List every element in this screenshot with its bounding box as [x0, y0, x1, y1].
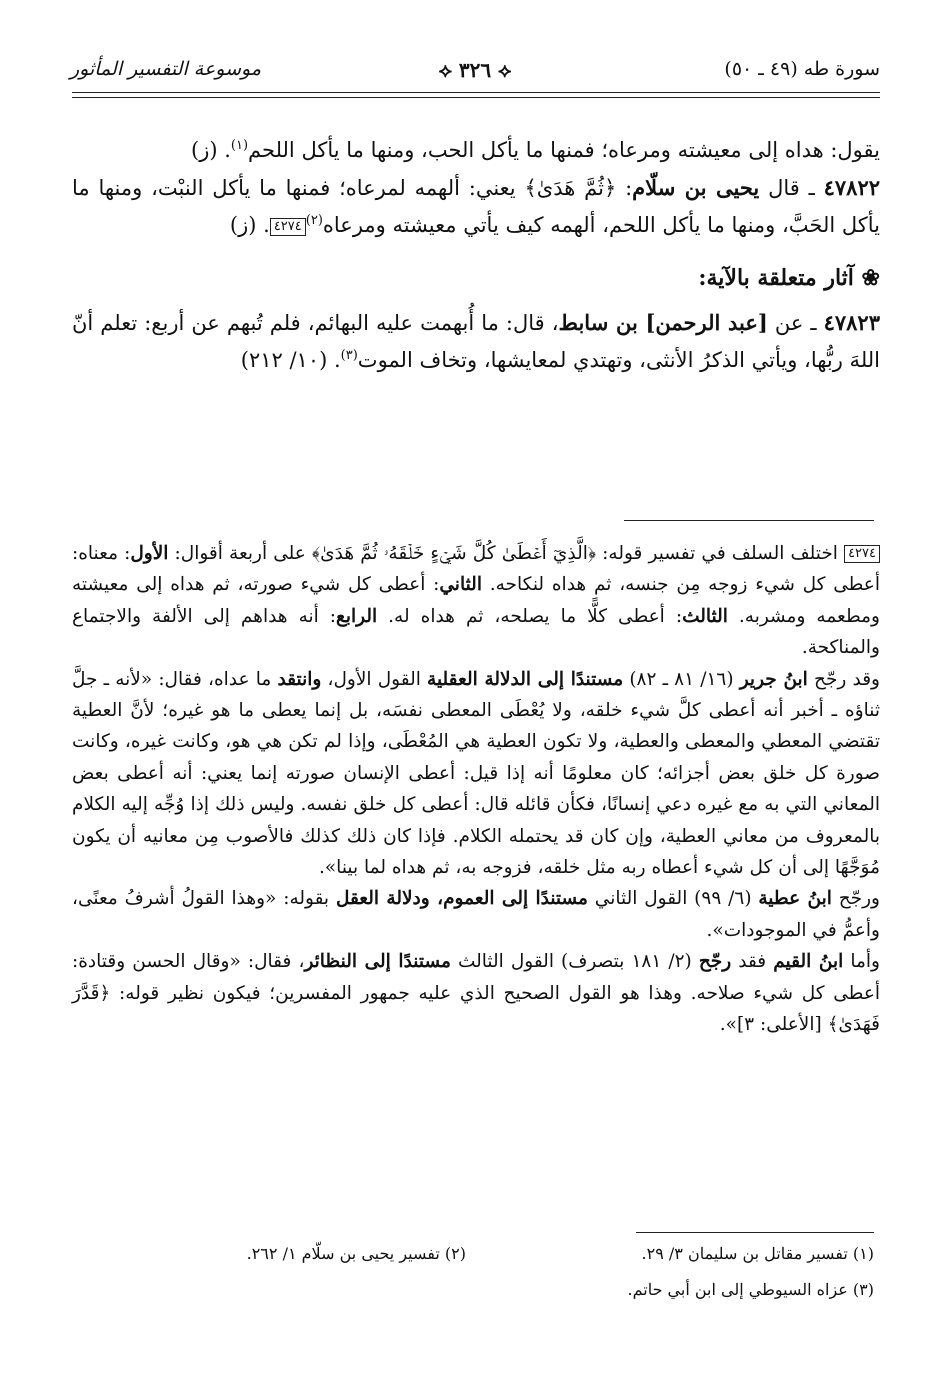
opinion-label-third: الثالث [682, 605, 728, 627]
footnotes-separator [636, 1232, 874, 1233]
book-title: موسوعة التفسير المأثور [70, 58, 262, 80]
method-label: مستندًا إلى النظائر [304, 951, 451, 973]
section-heading: ❀ آثار متعلقة بالآية: [698, 265, 880, 291]
note-number-box: ٤٢٧٤ [844, 545, 880, 563]
note-paragraph-3 [72, 883, 880, 946]
note-text: : أعطى كل شيء صورته، ثم هداه إلى معيشته ومطعمه ومشربه. [72, 574, 880, 627]
footnote-3: (٣) عزاه السيوطي إلى ابن أبي حاتم. [627, 1280, 874, 1299]
note-text: وأما [843, 951, 880, 973]
notes-separator [624, 520, 874, 521]
method-label: وانتقد [277, 668, 322, 690]
note-text: وقد رجّح [807, 668, 880, 690]
running-header [70, 58, 880, 94]
narrator-name: يحيى بن سلّام [632, 175, 760, 200]
footnote-ref-2: (٢) [305, 213, 323, 228]
note-text: : معناه: أعطى كل شيء زوجه مِن جنسه، ثم هداه لنكاحه. [72, 543, 880, 596]
editor-notes [72, 538, 880, 1041]
narrator-name: [عبد الرحمن] بن سابط [558, 310, 768, 335]
note-text: ، فقال: «وقال الحسن وقتادة: أعطى كل شيء صلاحه. وهذا هو القول الصحيح الذي عليه جمهور المفسرين؛ فيكون نظير قوله: ﴿قَدَّرَ فَهَدَىٰ﴾ [الأعلى: ٣]». [72, 951, 880, 1036]
page-number-value: ٣٢٦ [458, 58, 492, 82]
page-number: ⟡ ٣٢٦ ⟡ [438, 58, 512, 82]
footnote-ref-1: (١) [230, 138, 249, 153]
athar-text-a: ـ قال [759, 176, 815, 200]
main-text [72, 132, 880, 379]
athar-number: ٤٧٨٢٢ [823, 175, 881, 200]
note-text: اختلف السلف في تفسير قوله: ﴿الَّذِيٓ أَعۡطَىٰ كُلَّ شَيۡءٍ خَلۡقَهُۥ ثُمَّ هَدَىٰ﴾ على أربعة أقوال: [168, 543, 838, 564]
athar-47823 [72, 304, 880, 379]
header-rule [72, 92, 880, 93]
athar-tail: . (ز) [229, 213, 270, 237]
note-text: (٦/ ٩٩) القول الثاني [587, 888, 759, 910]
athar-number: ٤٧٨٢٣ [823, 310, 880, 335]
scholar-name: ابنُ عطية [758, 888, 832, 910]
athar-text-b: : ﴿ثُمَّ هَدَىٰ﴾ يعني: ألهمه لمرعاه؛ فمنها ما يأكل النبْت، ومنها ما يأكل الحَبَّ، ومنها ما يأكل اللحم، ألهمه كيف يأتي معيشته ومرعاه [72, 176, 880, 237]
athar-tail: . (١٠/ ٢١٢) [240, 348, 341, 372]
paragraph-1-text: يقول: هداه إلى معيشته ومرعاه؛ فمنها ما يأكل الحب، ومنها ما يأكل اللحم [248, 138, 880, 162]
footnote-2: (٢) تفسير يحيى بن سلّام ١/ ٢٦٢. [246, 1244, 466, 1263]
scholar-name: ابنُ القيم [773, 951, 844, 973]
paragraph-1 [72, 132, 880, 169]
note-text: (٢/ ١٨١ بتصرف) القول الثالث [450, 951, 699, 973]
note-text: ما عداه، فقال: «لأنه ـ جلَّ ثناؤه ـ أخبر أنه أعطى كلَّ شيء خلقه، ولا يُعْطَى المعطى نفسَه، بل إنما يعطى ما هو غيره؛ لأنَّ العطية تقتضي المعطي والمعطى والعطية، ولا تكون العطية هي المُعْطَى، وإذا لم تكن هي هو، وكانت غيره، وكانت صورة كل خلق بعض أجزائه؛ كان معلومًا أنه إذا قيل: أعطى الإنسان صورته إنما يعني: أنه أعطى بعض المعاني التي به مع غيره دعي إنسانًا، فكأن قائله قال: أعطى كل خلق نفسه. وليس ذلك إذا وُجِّه إليه الكلام بالمعروف من معاني العطية، وإن كان قد يحتمله الكلام. فإذا كان ذلك كذلك فالأصوب مِن معانيه أن يكون مُوَجَّهًا إلى أن كل شيء أعطاه ربه مثل خلقه، فزوجه به، ثم هداه لما بينا». [72, 668, 880, 879]
note-text: فقد [731, 951, 774, 973]
method-label: رجّح [698, 951, 732, 973]
note-text: (١٦/ ٨١ ـ ٨٢) [623, 668, 740, 690]
header-rule-second [72, 97, 880, 98]
opinion-label-first: الأول [130, 543, 169, 564]
paragraph-1-tail: . (ز) [191, 138, 231, 162]
athar-47822 [72, 169, 880, 244]
scholar-name: ابنُ جرير [739, 668, 808, 690]
method-label: مستندًا إلى الدلالة العقلية [427, 668, 624, 690]
note-text: ورجّح [831, 888, 880, 910]
note-text: : أعطى كلًّا ما يصلحه، ثم هداه له. [377, 605, 683, 627]
note-ref-box: ٤٢٧٤ [270, 218, 306, 236]
surah-header: سورة طه (٤٩ ـ ٥٠) [724, 58, 880, 80]
opinion-label-second: الثاني [439, 574, 482, 596]
note-text: القول الأول، [321, 668, 428, 690]
note-text: بقوله: «وهذا القولُ أشرفُ معنًى، وأعمُّ في الموجودات». [72, 888, 880, 941]
note-paragraph-2 [72, 664, 880, 884]
opinion-label-fourth: الرابع [336, 605, 378, 627]
footnote-ref-3: (٣) [340, 348, 358, 363]
note-text: : أنه هداهم إلى الألفة والاجتماع والمناكحة. [72, 605, 880, 659]
note-paragraph-1 [72, 538, 880, 664]
athar-text-b: ، قال: ما أُبهمت عليه البهائم، فلم تُبهم عن أربع: تعلم أنّ اللهَ ربُّها، ويأتي الذكرُ الأنثى، وتهتدي لمعايشها، وتخاف الموت [72, 311, 880, 372]
method-label: مستندًا إلى العموم، ودلالة العقل [335, 888, 588, 910]
athar-text-a: ـ عن [767, 311, 817, 335]
note-paragraph-4 [72, 946, 880, 1040]
footnote-1: (١) تفسير مقاتل بن سليمان ٣/ ٢٩. [641, 1244, 874, 1263]
